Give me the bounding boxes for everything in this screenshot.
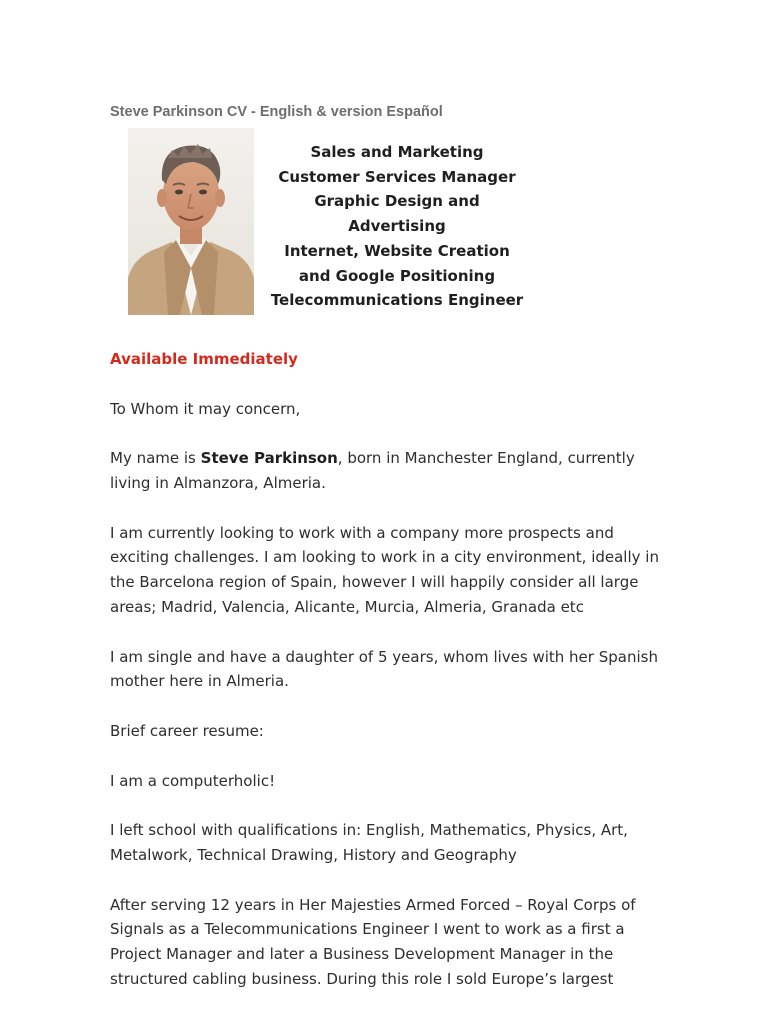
- document-title: Steve Parkinson CV - English & version Español: [110, 104, 443, 120]
- paragraph: I left school with qualifications in: English, Mathematics, Physics, Art, Metalwork, Technical Drawing, History and Geography: [110, 821, 628, 864]
- role-line: and Google Positioning: [298, 266, 496, 285]
- paragraph: After serving 12 years in Her Majesties Armed Forced – Royal Corps of Signals as a Telecommunications Engineer I went to work as a first a Project Manager and later a Business Development Manager in the structured cabling business. During this role I sold Europe’s largest: [110, 895, 636, 988]
- portrait-image: [128, 128, 254, 315]
- role-line: Customer Services Manager: [278, 167, 516, 186]
- document-body: [110, 347, 670, 1017]
- availability-notice: Available Immediately: [110, 350, 298, 368]
- role-line: Advertising: [348, 217, 446, 236]
- profile-photo: [128, 128, 254, 315]
- role-line: Sales and Marketing: [310, 143, 484, 161]
- intro-paragraph: [110, 446, 670, 496]
- role-line: Telecommunications Engineer: [270, 291, 524, 310]
- author-name: Steve Parkinson: [200, 449, 338, 468]
- salutation: To Whom it may concern,: [110, 399, 301, 418]
- role-line: Internet, Website Creation: [284, 241, 510, 260]
- paragraph: I am single and have a daughter of 5 years, whom lives with her Spanish mother here in Almeria.: [110, 647, 658, 691]
- paragraph: I am a computerholic!: [110, 771, 276, 790]
- paragraph: Brief career resume:: [110, 721, 264, 740]
- intro-suffix: , born in Manchester England, currently living in Almanzora, Almeria.: [110, 449, 635, 492]
- intro-prefix: My name is: [110, 449, 201, 468]
- paragraph: I am currently looking to work with a company more prospects and exciting challenges. I am looking to work in a city environment, ideally in the Barcelona region of Spain, however I will happily consider all large areas; Madrid, Valencia, Alicante, Murcia, Almeria, Granada etc: [110, 523, 659, 616]
- role-line: Graphic Design and: [314, 192, 480, 211]
- roles-list: [258, 140, 536, 313]
